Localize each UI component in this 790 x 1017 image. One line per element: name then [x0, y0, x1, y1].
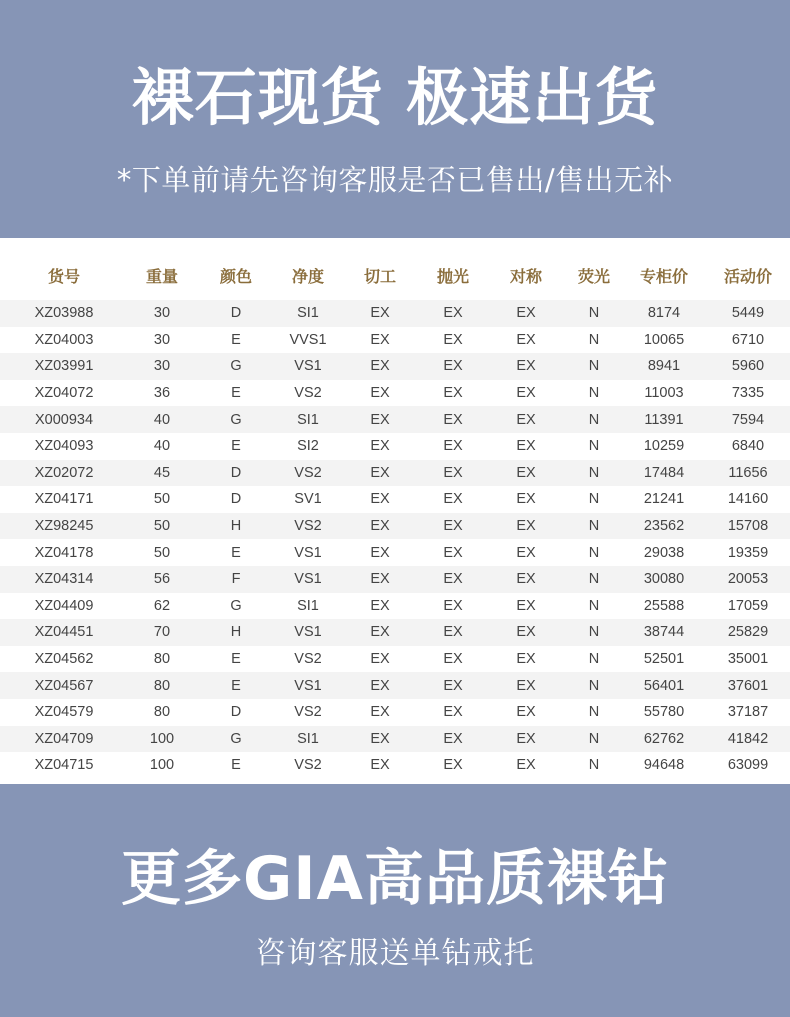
stone-table-area: [0, 238, 790, 784]
table-cell: EX: [443, 491, 463, 508]
table-cell: D: [196, 460, 276, 487]
table-cell: N: [588, 385, 600, 402]
table-header: [0, 260, 790, 300]
table-cell: 100: [149, 757, 175, 774]
table-cell: EX: [370, 491, 390, 508]
table-cell: XZ04003: [34, 331, 94, 348]
table-cell: G: [196, 406, 276, 433]
table-cell: 55780: [643, 704, 685, 721]
table-cell: H: [196, 513, 276, 540]
table-cell: EX: [420, 566, 486, 593]
table-cell: 70: [128, 619, 196, 646]
table-cell: EX: [516, 544, 536, 561]
table-row: [0, 300, 790, 327]
table-cell: D: [230, 704, 242, 721]
table-row: [0, 593, 790, 620]
table-cell: EX: [486, 353, 566, 380]
table-cell: 36: [153, 385, 171, 402]
table-row: [0, 460, 790, 487]
table-cell: N: [588, 704, 600, 721]
table-cell: 10065: [643, 331, 685, 348]
table-cell: EX: [420, 513, 486, 540]
table-cell: N: [566, 672, 622, 699]
table-cell: 8941: [622, 353, 706, 380]
table-cell: EX: [443, 597, 463, 614]
table-cell: VVS1: [289, 331, 327, 348]
table-cell: EX: [420, 619, 486, 646]
table-cell: 17484: [622, 460, 706, 487]
table-cell: VS1: [276, 353, 340, 380]
table-cell: 52501: [643, 651, 685, 668]
table-cell: 30: [153, 331, 171, 348]
table-cell: 25588: [643, 597, 685, 614]
footer-title: 更多GIA高品质裸钻: [120, 844, 669, 914]
column-header: 活动价: [723, 266, 772, 286]
table-row: [0, 353, 790, 380]
table-cell: 20053: [706, 566, 790, 593]
table-cell: N: [566, 460, 622, 487]
column-header: 对称: [509, 266, 542, 286]
table-cell: EX: [443, 438, 463, 455]
table-cell: 37601: [706, 672, 790, 699]
table-cell: D: [230, 491, 242, 508]
table-cell: EX: [340, 406, 420, 433]
table-row: [0, 752, 790, 779]
table-cell: XZ04579: [34, 704, 94, 721]
table-cell: 15708: [706, 513, 790, 540]
table-cell: 7594: [706, 406, 790, 433]
table-cell: EX: [516, 438, 536, 455]
table-cell: 30: [128, 300, 196, 327]
table-cell: 6710: [731, 331, 765, 348]
stone-table: [0, 260, 790, 779]
table-cell: EX: [420, 406, 486, 433]
table-cell: EX: [420, 726, 486, 753]
table-cell: EX: [340, 672, 420, 699]
table-cell: N: [566, 353, 622, 380]
table-cell: E: [231, 385, 241, 402]
table-row: [0, 672, 790, 699]
table-row: [0, 513, 790, 540]
table-cell: N: [588, 544, 600, 561]
table-cell: 35001: [727, 651, 769, 668]
table-cell: N: [588, 438, 600, 455]
table-cell: EX: [443, 651, 463, 668]
table-cell: G: [196, 726, 276, 753]
table-cell: 80: [153, 704, 171, 721]
table-cell: EX: [420, 460, 486, 487]
column-header: 切工: [363, 266, 396, 286]
table-cell: N: [566, 566, 622, 593]
table-cell: G: [196, 353, 276, 380]
table-cell: EX: [486, 726, 566, 753]
table-cell: 5449: [706, 300, 790, 327]
table-cell: 56: [128, 566, 196, 593]
table-cell: 56401: [622, 672, 706, 699]
table-cell: X000934: [0, 406, 128, 433]
table-cell: N: [588, 597, 600, 614]
table-cell: XZ04409: [34, 597, 94, 614]
table-row: [0, 406, 790, 433]
table-cell: 94648: [643, 757, 685, 774]
column-header: 货号: [47, 266, 80, 286]
table-cell: VS2: [276, 460, 340, 487]
table-cell: 80: [128, 672, 196, 699]
table-cell: EX: [370, 651, 390, 668]
table-cell: EX: [443, 544, 463, 561]
table-cell: EX: [340, 300, 420, 327]
table-cell: 8174: [622, 300, 706, 327]
table-cell: XZ04567: [0, 672, 128, 699]
table-cell: EX: [420, 300, 486, 327]
table-cell: 50: [153, 544, 171, 561]
table-cell: EX: [370, 757, 390, 774]
table-cell: 5960: [706, 353, 790, 380]
table-cell: 23562: [622, 513, 706, 540]
table-cell: 11656: [706, 460, 790, 487]
table-cell: 38744: [622, 619, 706, 646]
table-cell: 40: [128, 406, 196, 433]
table-cell: N: [566, 513, 622, 540]
table-cell: 10259: [643, 438, 685, 455]
table-cell: VS2: [294, 385, 322, 402]
table-row: [0, 646, 790, 673]
table-cell: EX: [486, 513, 566, 540]
table-cell: XZ04562: [34, 651, 94, 668]
table-cell: 30: [128, 353, 196, 380]
table-cell: E: [231, 544, 241, 561]
table-cell: 14160: [727, 491, 769, 508]
table-cell: EX: [340, 726, 420, 753]
table-cell: XZ04451: [0, 619, 128, 646]
table-cell: 62762: [622, 726, 706, 753]
banner-title: 裸石现货 极速出货: [131, 61, 659, 134]
table-cell: 7335: [731, 385, 765, 402]
table-cell: 62: [153, 597, 171, 614]
table-cell: EX: [370, 597, 390, 614]
table-cell: 100: [128, 726, 196, 753]
table-cell: 21241: [643, 491, 685, 508]
table-cell: XZ02072: [0, 460, 128, 487]
table-cell: VS1: [294, 544, 322, 561]
table-cell: EX: [420, 672, 486, 699]
table-cell: SI1: [276, 300, 340, 327]
column-header: 专柜价: [639, 266, 688, 286]
table-cell: N: [588, 651, 600, 668]
table-cell: EX: [370, 704, 390, 721]
table-cell: EX: [486, 672, 566, 699]
table-cell: E: [231, 438, 241, 455]
table-cell: 11003: [644, 385, 684, 402]
table-cell: EX: [516, 757, 536, 774]
table-cell: VS2: [294, 651, 322, 668]
table-cell: EX: [340, 460, 420, 487]
table-cell: 50: [128, 513, 196, 540]
column-header: 荧光: [577, 266, 610, 286]
table-cell: 45: [128, 460, 196, 487]
table-header-row: [0, 260, 790, 300]
table-row: [0, 726, 790, 753]
table-cell: EX: [340, 566, 420, 593]
table-cell: EX: [516, 651, 536, 668]
table-cell: 50: [153, 491, 171, 508]
table-cell: XZ03988: [0, 300, 128, 327]
table-cell: VS1: [276, 672, 340, 699]
table-cell: N: [566, 406, 622, 433]
table-body: [0, 300, 790, 779]
table-cell: E: [231, 651, 241, 668]
table-cell: EX: [486, 300, 566, 327]
table-cell: 40: [153, 438, 171, 455]
column-header: 抛光: [436, 266, 469, 286]
footer-subtitle: 咨询客服送单钻戒托: [255, 936, 535, 971]
table-cell: N: [566, 300, 622, 327]
table-cell: XZ04178: [34, 544, 94, 561]
table-cell: EX: [516, 597, 536, 614]
table-cell: XZ04709: [0, 726, 128, 753]
column-header: 重量: [145, 266, 178, 286]
table-cell: 63099: [727, 757, 769, 774]
table-cell: EX: [486, 566, 566, 593]
table-cell: EX: [443, 757, 463, 774]
table-cell: N: [588, 331, 600, 348]
table-cell: 29038: [643, 544, 685, 561]
table-cell: 30080: [622, 566, 706, 593]
table-cell: SI1: [297, 597, 319, 614]
table-cell: N: [588, 757, 600, 774]
table-cell: EX: [516, 385, 536, 402]
table-cell: G: [230, 597, 242, 614]
table-cell: VS1: [276, 619, 340, 646]
table-cell: 41842: [706, 726, 790, 753]
table-cell: SI1: [276, 406, 340, 433]
table-row: [0, 433, 790, 460]
table-cell: N: [566, 726, 622, 753]
table-cell: N: [566, 619, 622, 646]
table-cell: EX: [443, 331, 463, 348]
table-cell: F: [196, 566, 276, 593]
table-cell: XZ03991: [0, 353, 128, 380]
table-cell: 25829: [706, 619, 790, 646]
table-cell: XZ04715: [34, 757, 94, 774]
table-cell: E: [196, 672, 276, 699]
table-cell: VS1: [276, 566, 340, 593]
table-cell: SV1: [294, 491, 322, 508]
table-cell: E: [231, 331, 241, 348]
table-cell: EX: [340, 513, 420, 540]
table-row: [0, 486, 790, 513]
table-row: [0, 327, 790, 354]
table-cell: XZ04072: [34, 385, 94, 402]
table-cell: EX: [486, 406, 566, 433]
table-cell: EX: [516, 491, 536, 508]
table-cell: EX: [443, 704, 463, 721]
table-row: [0, 566, 790, 593]
table-cell: EX: [340, 619, 420, 646]
table-cell: EX: [516, 331, 536, 348]
table-cell: XZ98245: [0, 513, 128, 540]
table-cell: EX: [516, 704, 536, 721]
column-header: 净度: [291, 266, 324, 286]
table-cell: EX: [443, 385, 463, 402]
table-cell: XZ04314: [0, 566, 128, 593]
banner-subtitle: *下单前请先咨询客服是否已售出/售出无补: [116, 163, 674, 197]
table-cell: EX: [370, 438, 390, 455]
table-cell: EX: [370, 385, 390, 402]
bottom-banner: [0, 784, 790, 1017]
table-cell: 11391: [622, 406, 706, 433]
table-cell: 17059: [727, 597, 769, 614]
table-cell: 37187: [727, 704, 769, 721]
table-cell: H: [196, 619, 276, 646]
table-cell: EX: [420, 353, 486, 380]
table-cell: EX: [486, 619, 566, 646]
table-cell: D: [196, 300, 276, 327]
table-cell: EX: [370, 331, 390, 348]
table-cell: EX: [370, 544, 390, 561]
table-cell: VS2: [276, 513, 340, 540]
table-cell: SI1: [276, 726, 340, 753]
table-cell: E: [231, 757, 241, 774]
table-cell: EX: [340, 353, 420, 380]
table-row: [0, 699, 790, 726]
table-row: [0, 539, 790, 566]
table-cell: XZ04171: [34, 491, 94, 508]
table-cell: EX: [486, 460, 566, 487]
table-cell: 6840: [731, 438, 765, 455]
table-row: [0, 380, 790, 407]
table-cell: N: [588, 491, 600, 508]
column-header: 颜色: [219, 266, 252, 286]
table-cell: 80: [153, 651, 171, 668]
table-cell: XZ04093: [34, 438, 94, 455]
table-cell: VS2: [294, 757, 322, 774]
table-cell: 19359: [727, 544, 769, 561]
top-banner: [0, 0, 790, 238]
table-cell: SI2: [297, 438, 319, 455]
table-cell: VS2: [294, 704, 322, 721]
table-row: [0, 619, 790, 646]
